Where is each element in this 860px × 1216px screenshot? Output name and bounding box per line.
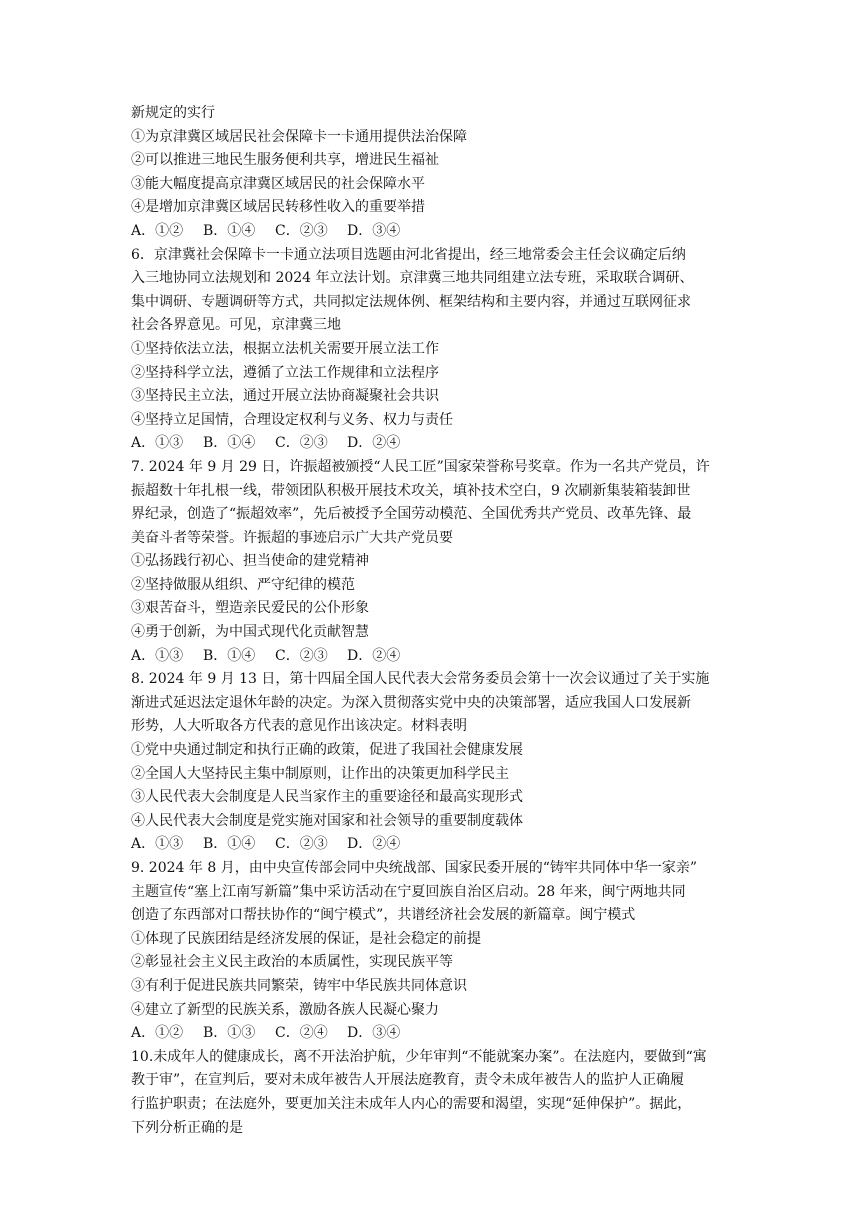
- text-line: 社会各界意见。可见，京津冀三地: [131, 317, 341, 334]
- answer-choices: [131, 432, 733, 456]
- text-line: 主题宣传“塞上江南写新篇”集中采访活动在宁夏回族自治区启动。28 年来，闽宁两地共同: [131, 883, 686, 900]
- text-line: 形势，人大听取各方代表的意见作出该决定。材料表明: [131, 718, 467, 735]
- text-line: ③有利于促进民族共同繁荣，铸牢中华民族共同体意识: [131, 977, 467, 994]
- answer-choice: A．①③: [131, 836, 184, 853]
- answer-choice: C．②③: [275, 647, 328, 664]
- answer-choice: A．①③: [131, 647, 184, 664]
- answer-choice: C．②③: [275, 435, 328, 452]
- question-line: 6．京津冀社会保障卡一卡通立法项目选题由河北省提出，经三地常委会主任会议确定后纳: [131, 246, 686, 263]
- text-line: ④勇于创新，为中国式现代化贡献智慧: [131, 624, 369, 641]
- text-line: 行监护职责；在法庭外，要更加关注未成年人内心的需要和渴望，实现“延伸保护”。据此，: [131, 1095, 692, 1112]
- text-line: 美奋斗者等荣誉。许振超的事迹启示广大共产党员要: [131, 529, 453, 546]
- answer-choice: A．①②: [131, 222, 184, 239]
- answer-choice: C．②③: [275, 222, 328, 239]
- answer-choice: D．③④: [347, 222, 401, 239]
- answer-choice: A．①②: [131, 1025, 184, 1042]
- text-line: ③人民代表大会制度是人民当家作主的重要途径和最高实现形式: [131, 789, 523, 806]
- question-block: [131, 244, 733, 456]
- question-line: 10.未成年人的健康成长，离不开法治护航，少年审判“不能就案办案”。在法庭内，要做到“寓: [131, 1048, 707, 1065]
- text-line: ④建立了新型的民族关系，激励各族人民凝心聚力: [131, 1001, 439, 1018]
- text-line: ②全国人大坚持民主集中制原则，让作出的决策更加科学民主: [131, 765, 509, 782]
- answer-choices: [131, 833, 733, 857]
- text-line: ③能大幅度提高京津冀区域居民的社会保障水平: [131, 175, 425, 192]
- answer-choice: C．②④: [275, 1025, 328, 1042]
- question-line: 7. 2024 年 9 月 29 日，许振超被颁授“人民工匠”国家荣誉称号奖章。作为一名共产党员，许: [131, 458, 710, 475]
- text-line: ②彰显社会主义民主政治的本质属性，实现民族平等: [131, 954, 453, 971]
- answer-choices: [131, 645, 733, 669]
- answer-choice: D．③④: [347, 1025, 401, 1042]
- answer-choice: D．②④: [347, 435, 401, 452]
- answer-choice: B．①④: [203, 836, 256, 853]
- text-line: ②坚持做服从组织、严守纪律的模范: [131, 576, 355, 593]
- text-line: ①弘扬践行初心、担当使命的建党精神: [131, 553, 369, 570]
- text-line: ①为京津冀区域居民社会保障卡一卡通用提供法治保障: [131, 128, 467, 145]
- question-line: 8. 2024 年 9 月 13 日，第十四届全国人民代表大会常务委员会第十一次会议通过了关于实施: [131, 671, 710, 688]
- text-line: ①坚持依法立法，根据立法机关需要开展立法工作: [131, 340, 439, 357]
- text-line: ①体现了民族团结是经济发展的保证，是社会稳定的前提: [131, 930, 481, 947]
- text-line: ④人民代表大会制度是党实施对国家和社会领导的重要制度载体: [131, 812, 523, 829]
- text-line: 集中调研、专题调研等方式，共同拟定法规体例、框架结构和主要内容，并通过互联网征求: [131, 293, 691, 310]
- question-block: [131, 456, 733, 668]
- question-line: 新规定的实行: [131, 105, 215, 121]
- text-line: 振超数十年扎根一线，带领团队积极开展技术攻关，填补技术空白，9 次刷新集装箱装卸世: [131, 482, 691, 499]
- text-line: 下列分析正确的是: [131, 1119, 243, 1136]
- question-block: [131, 1046, 733, 1140]
- text-line: 界纪录，创造了“振超效率”，先后被授予全国劳动模范、全国优秀共产党员、改革先锋、最: [131, 506, 692, 523]
- text-line: ④坚持立足国情，合理设定权利与义务、权力与责任: [131, 411, 453, 428]
- answer-choices: [131, 220, 733, 244]
- text-line: 创造了东西部对口帮扶协作的“闽宁模式”，共谱经济社会发展的新篇章。闽宁模式: [131, 907, 636, 924]
- text-line: 入三地协同立法规划和 2024 年立法计划。京津冀三地共同组建立法专班，采取联合调研、: [131, 270, 694, 287]
- question-line: 9. 2024 年 8 月，由中央宣传部会同中央统战部、国家民委开展的“铸牢共同体中华一家亲”: [131, 860, 698, 876]
- question-block: [131, 668, 733, 857]
- answer-choice: C．②③: [275, 836, 328, 853]
- question-block: [131, 102, 733, 244]
- text-line: ①党中央通过制定和执行正确的政策，促进了我国社会健康发展: [131, 742, 523, 759]
- answer-choice: B．①④: [203, 222, 256, 239]
- text-line: ②坚持科学立法，遵循了立法工作规律和立法程序: [131, 364, 439, 381]
- document-page: [131, 102, 733, 1140]
- text-line: ③艰苦奋斗，塑造亲民爱民的公仆形象: [131, 600, 369, 617]
- answer-choice: B．①③: [203, 1025, 256, 1042]
- answer-choice: B．①④: [203, 435, 256, 452]
- answer-choice: A．①③: [131, 435, 184, 452]
- text-line: ③坚持民主立法，通过开展立法协商凝聚社会共识: [131, 388, 439, 405]
- answer-choices: [131, 1022, 733, 1046]
- text-line: ④是增加京津冀区域居民转移性收入的重要举措: [131, 199, 425, 216]
- text-line: 教于审”，在宣判后，要对未成年被告人开展法庭教育，责令未成年被告人的监护人正确履: [131, 1072, 685, 1089]
- answer-choice: D．②④: [347, 836, 401, 853]
- answer-choice: D．②④: [347, 647, 401, 664]
- question-block: [131, 857, 733, 1046]
- answer-choice: B．①④: [203, 647, 256, 664]
- text-line: 渐进式延迟法定退休年龄的决定。为深入贯彻落实党中央的决策部署，适应我国人口发展新: [131, 694, 691, 711]
- text-line: ②可以推进三地民生服务便利共享，增进民生福祉: [131, 152, 439, 169]
